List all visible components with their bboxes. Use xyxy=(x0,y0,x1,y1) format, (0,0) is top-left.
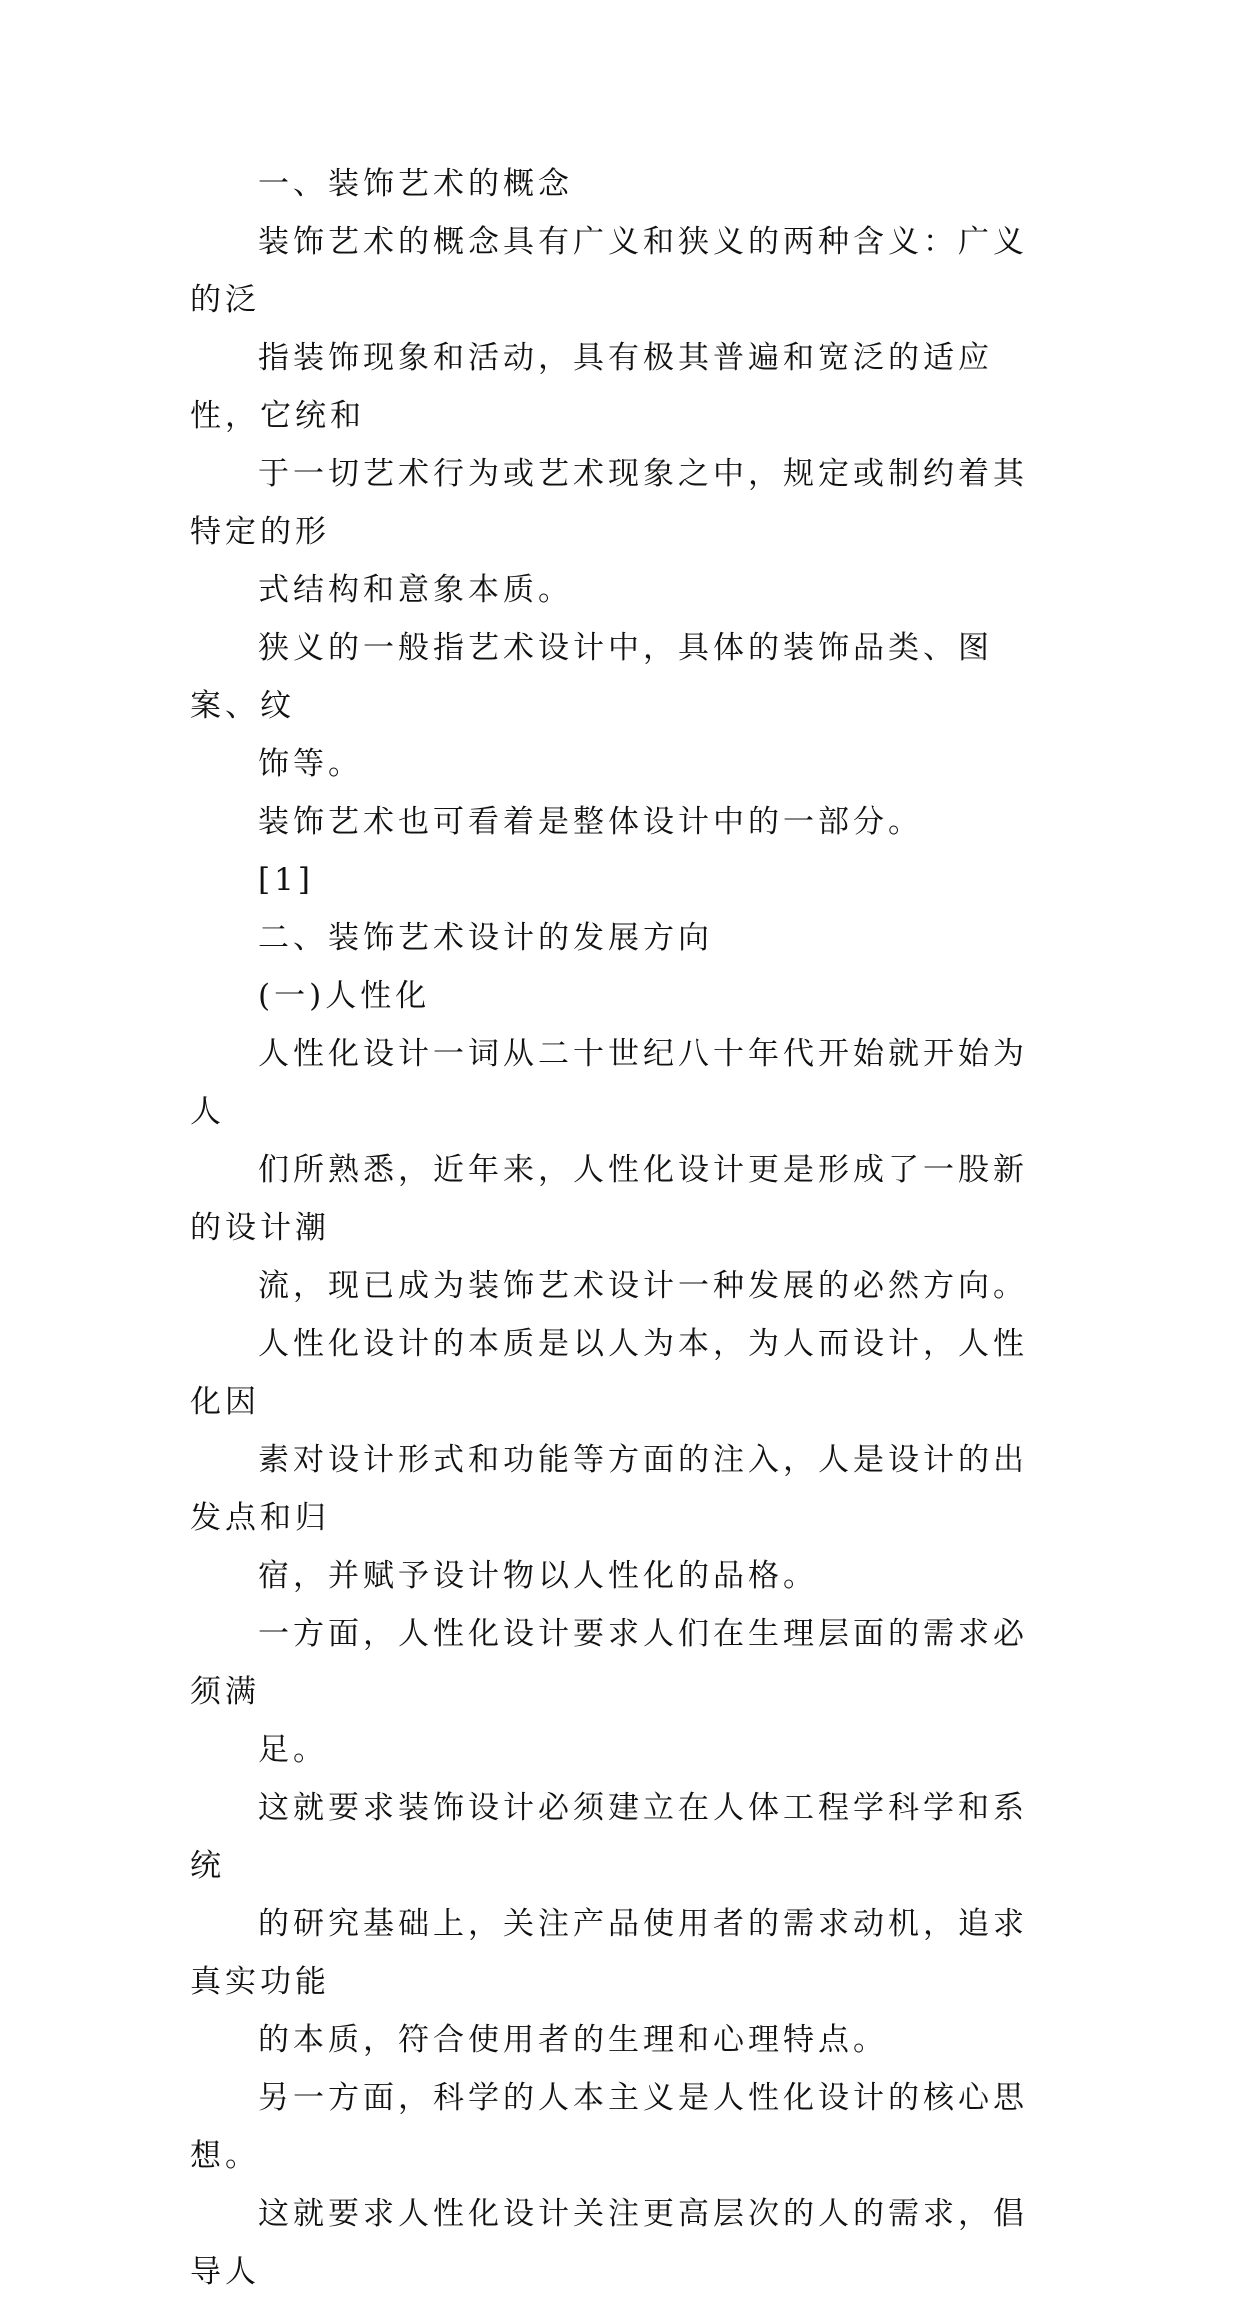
text-line: 足。 xyxy=(258,1732,328,1768)
paragraph xyxy=(190,619,1050,793)
text-line: 一方面，人性化设计要求人们在生理层面的需求必须满 xyxy=(190,1616,1028,1710)
text-line: 素对设计形式和功能等方面的注入，人是设计的出发点和归 xyxy=(190,1442,1028,1536)
paragraph xyxy=(190,1779,1050,2069)
document-body xyxy=(190,155,1050,2301)
text-line: 的研究基础上，关注产品使用者的需求动机，追求真实功能 xyxy=(190,1906,1028,2000)
text-line: 二、装饰艺术设计的发展方向 xyxy=(258,920,713,956)
paragraph xyxy=(190,2185,1050,2301)
paragraph xyxy=(190,213,1050,619)
text-line: 于一切艺术行为或艺术现象之中，规定或制约着其特定的形 xyxy=(190,456,1028,550)
text-line: 装饰艺术的概念具有广义和狭义的两种含义：广义的泛 xyxy=(190,224,1028,318)
text-line: 人性化设计一词从二十世纪八十年代开始就开始为人 xyxy=(190,1036,1028,1130)
text-line: 流，现已成为装饰艺术设计一种发展的必然方向。 xyxy=(258,1268,1028,1304)
paragraph xyxy=(190,851,1050,909)
text-line: 装饰艺术也可看着是整体设计中的一部分。 xyxy=(258,804,923,840)
text-line: 另一方面，科学的人本主义是人性化设计的核心思想。 xyxy=(190,2080,1028,2174)
paragraph xyxy=(190,793,1050,851)
paragraph xyxy=(190,967,1050,1025)
text-line: 人性化设计的本质是以人为本，为人而设计，人性化因 xyxy=(190,1326,1028,1420)
text-line: 式结构和意象本质。 xyxy=(258,572,573,608)
paragraph xyxy=(190,1025,1050,1315)
text-line: 一、装饰艺术的概念 xyxy=(258,166,573,202)
paragraph xyxy=(190,155,1050,213)
text-line: (一)人性化 xyxy=(258,978,431,1014)
text-line: 们所熟悉，近年来，人性化设计更是形成了一股新的设计潮 xyxy=(190,1152,1028,1246)
text-line: 饰等。 xyxy=(258,746,363,782)
paragraph xyxy=(190,1605,1050,1779)
paragraph xyxy=(190,2069,1050,2185)
text-line: 指装饰现象和活动，具有极其普遍和宽泛的适应性，它统和 xyxy=(190,340,993,434)
text-line: 这就要求人性化设计关注更高层次的人的需求，倡导人 xyxy=(190,2196,1028,2290)
text-line: 的本质，符合使用者的生理和心理特点。 xyxy=(258,2022,888,2058)
paragraph xyxy=(190,1315,1050,1605)
text-line: 这就要求装饰设计必须建立在人体工程学科学和系统 xyxy=(190,1790,1028,1884)
paragraph xyxy=(190,909,1050,967)
text-line: 狭义的一般指艺术设计中，具体的装饰品类、图案、纹 xyxy=(190,630,993,724)
text-line: 宿，并赋予设计物以人性化的品格。 xyxy=(258,1558,818,1594)
text-line: [1] xyxy=(258,862,314,898)
